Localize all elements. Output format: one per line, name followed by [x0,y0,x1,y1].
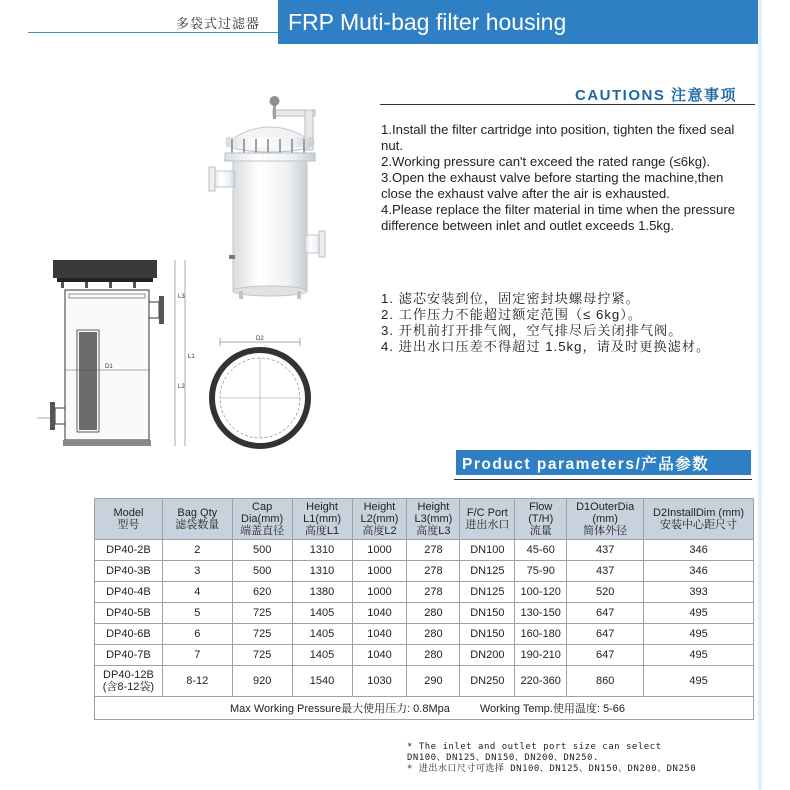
right-edge-bar [758,0,762,790]
table-cell: 160-180 [515,624,567,645]
footnote-cn: * 进出水口尺寸可选择 DN100、DN125、DN150、DN200、DN250 [407,764,697,774]
table-cell: 860 [567,666,644,697]
table-cell: 3 [162,561,232,582]
table-cell: 1030 [352,666,407,697]
table-cell: 346 [644,540,754,561]
table-cell: DP40-3B [95,561,163,582]
table-cell: 725 [232,645,292,666]
table-row [95,582,754,603]
table-cell: DP40-12B (含8-12袋) [95,666,163,697]
table-cell: 1540 [292,666,352,697]
table-cell: DN125 [460,561,515,582]
cautions-title: CAUTIONS 注意事项 [575,87,738,104]
caution-cn-3: 3. 开机前打开排气阀，空气排尽后关闭排气阀。 [381,323,683,338]
col-header: Cap Dia(mm) 端盖直径 [232,499,292,540]
table-cell: DN125 [460,582,515,603]
max-pressure: Max Working Pressure最大使用压力: 0.8Mpa [95,697,460,720]
table-row [95,645,754,666]
table-row [95,666,754,697]
table-cell: 495 [644,645,754,666]
footnotes [407,742,696,775]
caution-en-1: 1.Install the filter cartridge into position, tighten the fixed seal nut. [381,122,735,153]
table-cell: DN150 [460,624,515,645]
table-cell: 1040 [352,645,407,666]
table-cell: 290 [407,666,460,697]
dim-l2-label: L2 [178,384,185,390]
table-cell: 1000 [352,561,407,582]
table-cell: 1310 [292,561,352,582]
table-cell: 1000 [352,540,407,561]
table-cell: 920 [232,666,292,697]
table-cell: DP40-7B [95,645,163,666]
table-cell: 1405 [292,645,352,666]
table-cell: 500 [232,540,292,561]
dim-l1-label: L1 [188,354,195,360]
table-cell: 1040 [352,603,407,624]
table-cell: 1000 [352,582,407,603]
table-cell: 1380 [292,582,352,603]
table-cell: 4 [162,582,232,603]
col-header: Height L3(mm) 高度L3 [407,499,460,540]
table-cell: 346 [644,561,754,582]
table-cell: DP40-5B [95,603,163,624]
table-cell: 278 [407,540,460,561]
table-cell: DN250 [460,666,515,697]
table-cell: 100-120 [515,582,567,603]
params-rule [454,479,752,480]
table-row [95,603,754,624]
table-cell: 278 [407,561,460,582]
table-cell: 725 [232,603,292,624]
side-view-drawing [35,258,215,458]
col-header: Bag Qty 滤袋数量 [162,499,232,540]
params-table [94,498,754,720]
col-header: F/C Port 进出水口 [460,499,515,540]
caution-en-2: 2.Working pressure can't exceed the rated range (≤6kg). [381,154,711,169]
top-view-drawing [200,330,330,455]
table-header-row [95,499,754,540]
table-cell: DP40-2B [95,540,163,561]
table-cell: 647 [567,624,644,645]
table-cell: 1405 [292,603,352,624]
table-cell: 393 [644,582,754,603]
caution-en-4: 4.Please replace the filter material in time when the pressure difference between inlet and outlet exceeds 1.5kg. [381,202,736,233]
table-cell: 647 [567,603,644,624]
cautions-chinese [381,291,751,355]
footnote-en-2: DN100、DN125、DN150、DN200、DN250. [407,753,599,763]
table-cell: 45-60 [515,540,567,561]
table-cell: 130-150 [515,603,567,624]
table-cell: 725 [232,624,292,645]
table-cell: 495 [644,624,754,645]
table-cell: 495 [644,666,754,697]
table-cell: DN200 [460,645,515,666]
col-header: Model 型号 [95,499,163,540]
table-cell: 75-90 [515,561,567,582]
dim-d2-label: D2 [256,336,264,342]
caution-cn-2: 2. 工作压力不能超过额定范围（≤ 6kg）。 [381,307,643,322]
table-cell: 7 [162,645,232,666]
table-cell: 495 [644,603,754,624]
col-header: Height L2(mm) 高度L2 [352,499,407,540]
working-temp: Working Temp.使用温度: 5-66 [460,697,754,720]
caution-en-3: 3.Open the exhaust valve before starting the machine,then close the exhaust valve after the air is exhausted. [381,170,724,201]
table-cell: 620 [232,582,292,603]
table-cell: 1040 [352,624,407,645]
col-header: D1OuterDia (mm) 简体外径 [567,499,644,540]
table-cell: 5 [162,603,232,624]
col-header: Flow (T/H) 流量 [515,499,567,540]
cautions-rule [380,104,755,105]
params-title: Product parameters/产品参数 [462,456,710,473]
table-cell: 280 [407,624,460,645]
header-rule [28,32,278,33]
col-header: Height L1(mm) 高度L1 [292,499,352,540]
table-cell: 520 [567,582,644,603]
table-cell: DP40-4B [95,582,163,603]
table-cell: 437 [567,540,644,561]
footnote-en-1: * The inlet and outlet port size can select [407,742,662,752]
table-cell: 280 [407,645,460,666]
page-title: FRP Muti-bag filter housing [288,9,567,35]
cautions-english [381,122,751,234]
table-row [95,624,754,645]
caution-cn-4: 4. 进出水口压差不得超过 1.5kg，请及时更换滤材。 [381,339,711,354]
caution-cn-1: 1. 滤芯安装到位，固定密封块螺母拧紧。 [381,291,640,306]
table-cell: 6 [162,624,232,645]
table-footer-row [95,697,754,720]
table-cell: 190-210 [515,645,567,666]
col-header: D2InstallDim (mm) 安装中心距尺寸 [644,499,754,540]
table-cell: 278 [407,582,460,603]
table-cell: 647 [567,645,644,666]
table-row [95,540,754,561]
table-cell: 437 [567,561,644,582]
table-cell: 1310 [292,540,352,561]
table-cell: 8-12 [162,666,232,697]
header-chinese-title: 多袋式过滤器 [176,16,261,31]
table-cell: 220-360 [515,666,567,697]
table-cell: 2 [162,540,232,561]
dim-d1-label: D1 [105,364,113,370]
table-cell: DP40-6B [95,624,163,645]
table-row [95,561,754,582]
table-cell: 500 [232,561,292,582]
table-cell: 1405 [292,624,352,645]
table-cell: 280 [407,603,460,624]
dim-l3-label: L3 [178,294,185,300]
table-cell: DN150 [460,603,515,624]
product-photo [205,95,335,305]
table-cell: DN100 [460,540,515,561]
